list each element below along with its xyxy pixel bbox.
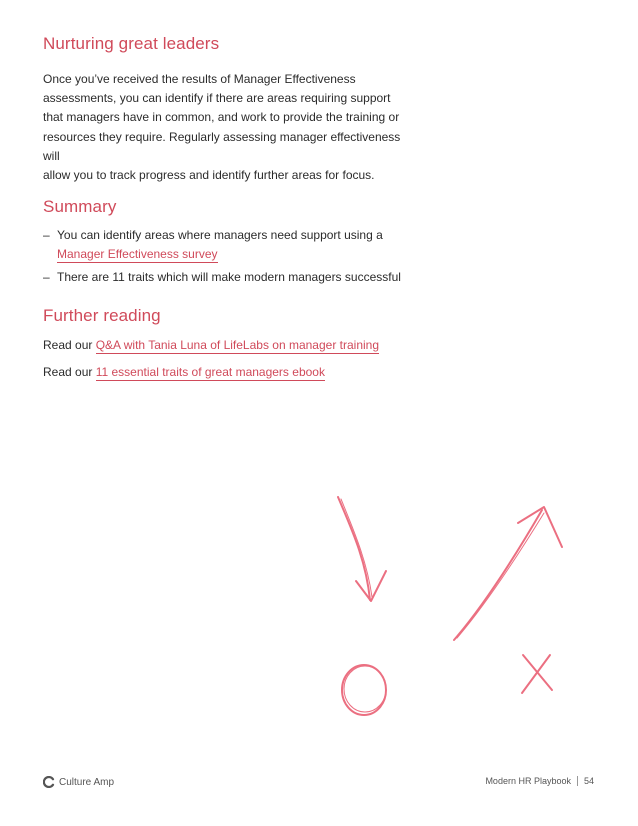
qa-tania-luna-link[interactable]: Q&A with Tania Luna of LifeLabs on manager training [95, 338, 380, 352]
chalk-play-sketch [320, 485, 590, 720]
paragraph-line: that managers have in common, and work to provide the training or [43, 110, 400, 125]
bullet-text: There are 11 traits which will make modern managers successful [57, 270, 401, 284]
summary-bullet-2 [43, 268, 423, 287]
page-number: 54 [583, 776, 594, 786]
bullet-marker: – [43, 270, 50, 284]
paragraph-line: resources they require. Regularly assessing manager effectiveness will [43, 129, 401, 163]
paragraph-line: Once you’ve received the results of Manager Effectiveness [43, 72, 356, 86]
footer-page-info [485, 776, 594, 786]
footer-brand [43, 776, 114, 788]
down-arrow-head [356, 571, 386, 601]
x-mark-stroke-2 [522, 655, 550, 693]
section-paragraph [43, 70, 413, 185]
bullet-marker: – [43, 228, 50, 242]
up-arrow-shaft [454, 510, 542, 640]
further-reading-item-1 [43, 336, 379, 355]
brand-name: Culture Amp [59, 776, 115, 788]
read-prefix: Read our [43, 365, 93, 379]
doc-title: Modern HR Playbook [485, 776, 571, 786]
summary-bullet-1 [43, 226, 423, 264]
footer-divider [577, 776, 578, 786]
read-prefix: Read our [43, 338, 93, 352]
further-reading-item-2 [43, 363, 325, 382]
paragraph-line: assessments, you can identify if there are areas requiring support [43, 91, 391, 106]
manager-effectiveness-survey-link[interactable]: Manager Effectiveness survey [57, 247, 218, 261]
paragraph-line: allow you to track progress and identify further areas for focus. [43, 168, 375, 183]
down-arrow-shaft [338, 497, 370, 600]
section-heading-nurturing: Nurturing great leaders [43, 34, 220, 53]
section-heading-further-reading: Further reading [43, 306, 161, 325]
culture-amp-logo-icon [43, 776, 55, 788]
section-heading-summary: Summary [43, 197, 117, 216]
bullet-text: You can identify areas where managers need support using a [57, 228, 383, 242]
essential-traits-ebook-link[interactable]: 11 essential traits of great managers ebook [95, 365, 325, 379]
circle-mark-texture [344, 666, 386, 712]
